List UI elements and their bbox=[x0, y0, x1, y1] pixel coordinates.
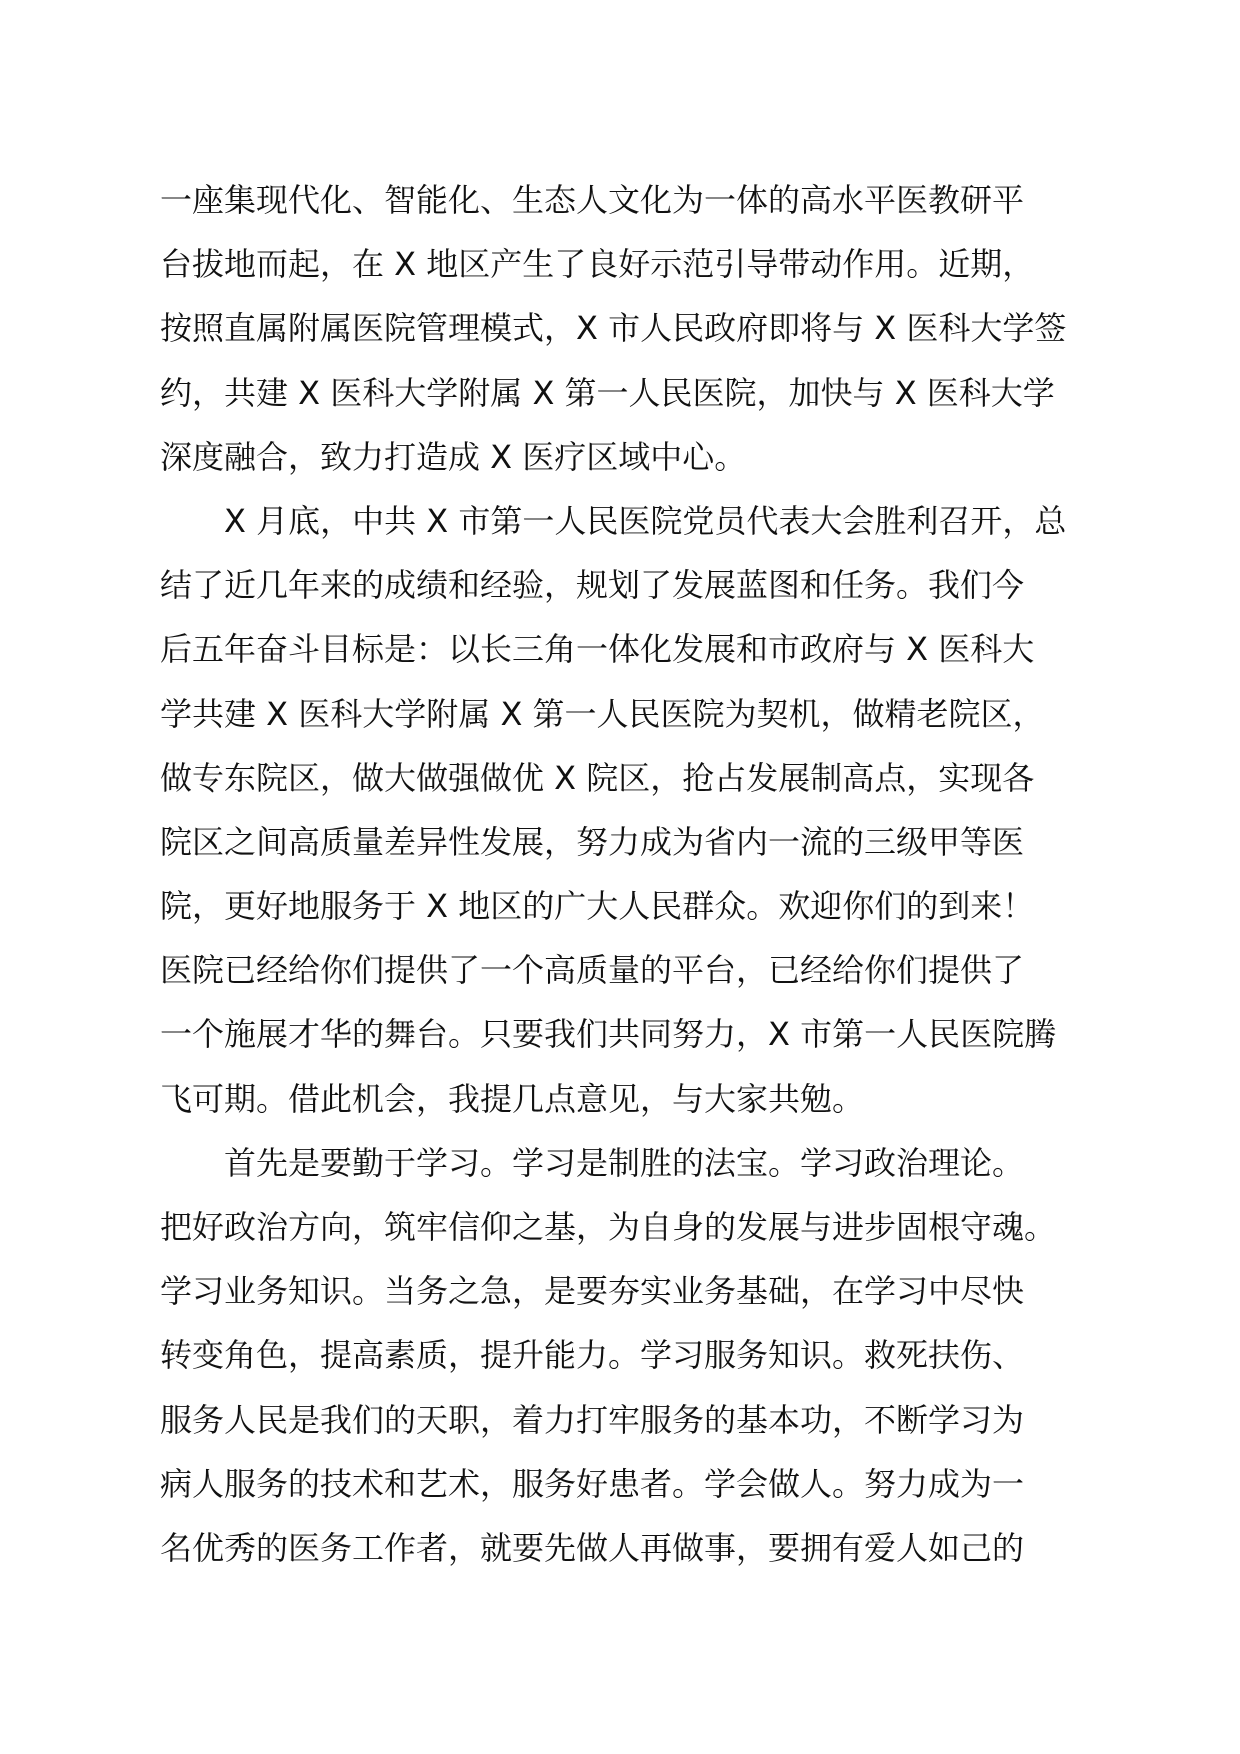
text-line: 院，更好地服务于 X 地区的广大人民群众。欢迎你们的到来！ bbox=[160, 887, 1035, 926]
text-line: 院区之间高质量差异性发展，努力成为省内一流的三级甲等医 bbox=[160, 822, 1025, 861]
text-line: 飞可期。借此机会，我提几点意见，与大家共勉。 bbox=[160, 1079, 865, 1118]
paragraph-start-line: X 月底，中共 X 市第一人民医院党员代表大会胜利召开，总 bbox=[224, 501, 1067, 540]
text-line: 服务人民是我们的天职，着力打牢服务的基本功，不断学习为 bbox=[160, 1400, 1025, 1439]
text-line: 学习业务知识。当务之急，是要夯实业务基础，在学习中尽快 bbox=[160, 1272, 1025, 1311]
text-line: 把好政治方向，筑牢信仰之基，为自身的发展与进步固根守魂。 bbox=[160, 1208, 1057, 1246]
text-line: 医院已经给你们提供了一个高质量的平台，已经给你们提供了 bbox=[160, 951, 1025, 990]
text-line: 按照直属附属医院管理模式，X 市人民政府即将与 X 医科大学签 bbox=[160, 309, 1067, 348]
text-line: 后五年奋斗目标是：以长三角一体化发展和市政府与 X 医科大 bbox=[160, 630, 1035, 669]
text-line: 约，共建 X 医科大学附属 X 第一人民医院，加快与 X 医科大学 bbox=[160, 373, 1055, 412]
text-line: 深度融合，致力打造成 X 医疗区域中心。 bbox=[160, 437, 747, 476]
text-line: 转变角色，提高素质，提升能力。学习服务知识。救死扶伤、 bbox=[160, 1336, 1025, 1375]
text-line: 一个施展才华的舞台。只要我们共同努力，X 市第一人民医院腾 bbox=[160, 1015, 1057, 1054]
text-line: 台拔地而起，在 X 地区产生了良好示范引导带动作用。近期， bbox=[160, 245, 1035, 284]
text-line: 做专东院区，做大做强做优 X 院区，抢占发展制高点，实现各 bbox=[160, 758, 1035, 797]
text-line: 学共建 X 医科大学附属 X 第一人民医院为契机，做精老院区， bbox=[160, 694, 1045, 733]
body-text bbox=[160, 168, 1100, 1580]
text-line: 名优秀的医务工作者，就要先做人再做事，要拥有爱人如己的 bbox=[160, 1528, 1025, 1567]
text-line: 一座集现代化、智能化、生态人文化为一体的高水平医教研平 bbox=[160, 181, 1025, 219]
text-line: 病人服务的技术和艺术，服务好患者。学会做人。努力成为一 bbox=[160, 1464, 1025, 1503]
paragraph-start-line: 首先是要勤于学习。学习是制胜的法宝。学习政治理论。 bbox=[224, 1143, 1025, 1182]
text-line: 结了近几年来的成绩和经验，规划了发展蓝图和任务。我们今 bbox=[160, 566, 1025, 605]
